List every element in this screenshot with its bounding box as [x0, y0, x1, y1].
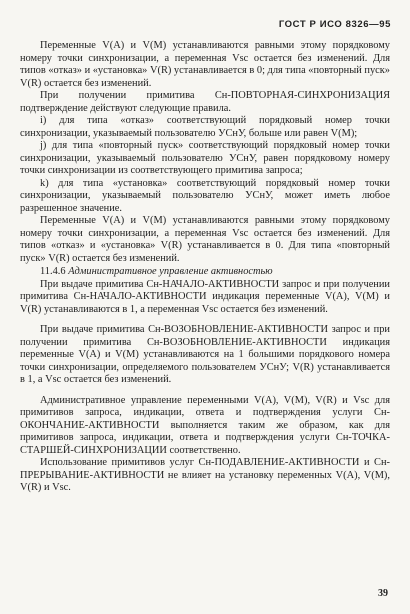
section-title: Административное управление активностью: [68, 266, 273, 277]
paragraph: Использование примитивов услуг Сн-ПОДАВЛЕНИЕ-АКТИВНОСТИ и Сн-ПРЕРЫВАНИЕ-АКТИВНОСТИ не влияет на установку переменных V(A), V(M), V(R) и Vsc.: [20, 457, 390, 493]
paragraph: При выдаче примитива Сн-ВОЗОБНОВЛЕНИЕ-АКТИВНОСТИ запрос и при получении примитива Сн-ВОЗОБНОВЛЕНИЕ-АКТИВНОСТИ индикация переменные V(A) и V(M) устанавливаются на 1 большими порядкового номера точки синхронизации, определяемого пользователем УСнУ; V(R) устанавливается в 1, а Vsc остается без изменений.: [20, 324, 390, 385]
list-item-i: i) для типа «отказ» соответствующий порядковый номер точки синхронизации, указываемый пользователю УСнУ, больше или равен V(M);: [20, 115, 390, 139]
document-header: ГОСТ Р ИСО 8326—95: [278, 19, 391, 30]
paragraph: Переменные V(A) и V(M) устанавливаются равными этому порядковому номеру точки синхронизации, а переменная Vsc остается без изменений. Для типов «отказ» и «установка» V(R) устанавливается в 0; для типа «повторный пуск» V(R) остается без изменений.: [20, 40, 390, 89]
paragraph: При получении примитива Сн-ПОВТОРНАЯ-СИНХРОНИЗАЦИЯ подтверждение действуют следующие правила.: [20, 90, 390, 114]
page-number: 39: [378, 588, 388, 599]
section-number: 11.4.6: [40, 266, 66, 277]
page-body: [20, 40, 390, 495]
list-item-j: j) для типа «повторный пуск» соответствующий порядковый номер точки синхронизации, указываемый пользователю УСнУ, равен порядковому номеру точки синхронизации из соответствующего примитива запроса;: [20, 140, 390, 176]
paragraph: Административное управление переменными V(A), V(M), V(R) и Vsc для примитивов запроса, индикации, ответа и подтверждения услуги Сн-ОКОНЧАНИЕ-АКТИВНОСТИ выполняется таким же образом, как для примитивов запроса, индикации, ответа и подтверждения услуги Сн-ТОЧКА-СТАРШЕЙ-СИНХРОНИЗАЦИИ соответственно.: [20, 394, 390, 456]
paragraph: При выдаче примитива Сн-НАЧАЛО-АКТИВНОСТИ запрос и при получении примитива Сн-НАЧАЛО-АКТИВНОСТИ индикация переменные V(A), V(M) и V(R) устанавливаются в 1, а переменная Vsc остается без изменений.: [20, 278, 390, 315]
paragraph: Переменные V(A) и V(M) устанавливаются равными этому порядковому номеру точки синхронизации, а переменная Vsc остается без изменений. Для типов «отказ» и «установка» V(R) устанавливается в 0. Для типа «повторный пуск» V(R) остается без изменений.: [20, 215, 390, 264]
list-item-k: k) для типа «установка» соответствующий порядковый номер точки синхронизации, указываемый пользователю УСнУ, может иметь любое разрешенное значение.: [20, 177, 390, 214]
section-heading: [20, 266, 390, 279]
